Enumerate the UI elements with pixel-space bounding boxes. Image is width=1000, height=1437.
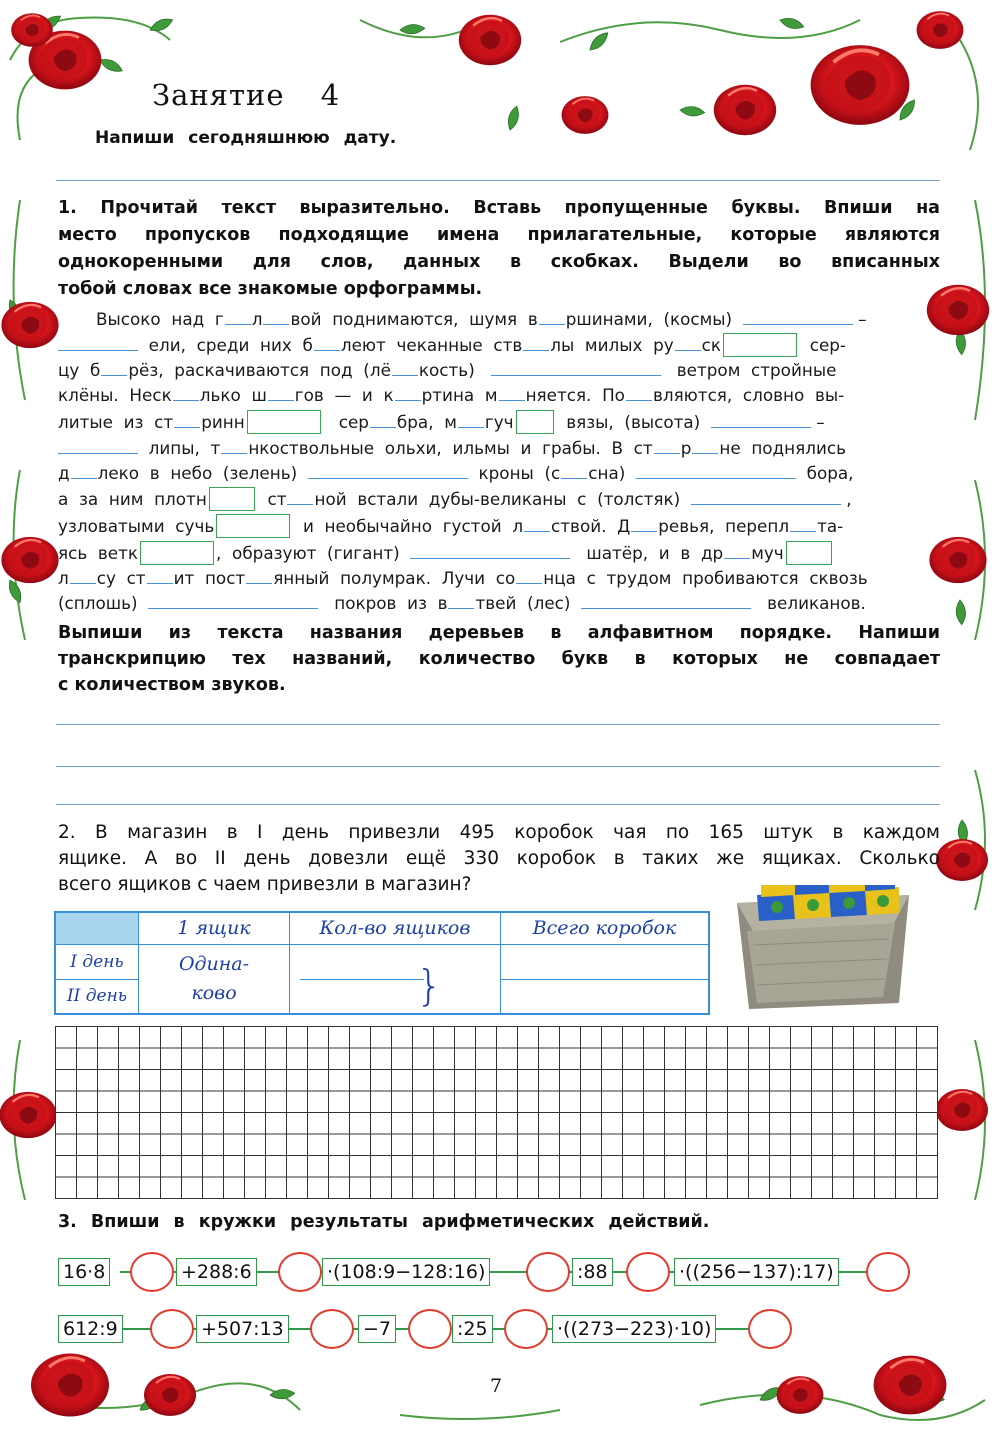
adjective-blank[interactable] (58, 435, 138, 454)
word: шатёр, (586, 543, 649, 563)
answer-circle[interactable] (130, 1252, 174, 1292)
word: лько (199, 385, 241, 405)
word: (сплошь) (58, 593, 138, 613)
word: покров (334, 593, 397, 613)
word: (с (544, 463, 561, 483)
word: словно (742, 385, 805, 405)
word: них (260, 335, 292, 355)
text-line-3 (58, 357, 938, 383)
adjective-blank[interactable] (711, 409, 811, 428)
calculation-grid[interactable] (55, 1026, 938, 1199)
adjective-blank[interactable] (743, 306, 853, 325)
letter-blank[interactable] (524, 515, 550, 532)
answer-line[interactable] (56, 766, 940, 767)
answer-circle[interactable] (408, 1309, 452, 1349)
text-line-8 (58, 486, 938, 512)
word: (космы) (663, 309, 733, 329)
letter-blank[interactable] (221, 437, 247, 454)
word: ветк (97, 543, 139, 563)
text-line-5 (58, 409, 938, 435)
letter-blank[interactable] (692, 437, 718, 454)
word: ясь (58, 543, 88, 563)
adjective-blank[interactable] (148, 590, 318, 609)
word: няется. (525, 385, 592, 405)
word: необычайно (324, 516, 433, 536)
text-line-2 (58, 332, 938, 358)
letter-blank[interactable] (724, 542, 750, 559)
word: сучь (175, 516, 215, 536)
word: ршинами, (565, 309, 653, 329)
word: и (658, 543, 670, 563)
word: гов (294, 385, 324, 405)
header-one-box: 1 ящик (177, 917, 251, 940)
word: литые (58, 412, 113, 432)
inner-row-line (300, 979, 424, 980)
word: Неск (129, 385, 172, 405)
answer-circle[interactable] (866, 1252, 910, 1292)
table-header-cell (139, 912, 290, 944)
word: и (361, 385, 373, 405)
expression-box: +288:6 (176, 1258, 257, 1286)
word: су (96, 568, 116, 588)
letter-blank[interactable] (70, 567, 96, 584)
word: Высоко (96, 309, 161, 329)
table-corner-cell (55, 912, 139, 944)
header-box-count: Кол-во ящиков (319, 917, 471, 940)
expression-box: :88 (572, 1258, 613, 1286)
word: ольхи, (384, 438, 442, 458)
expression-box: −7 (358, 1315, 396, 1343)
answer-circle[interactable] (278, 1252, 322, 1292)
letter-blank[interactable] (458, 411, 484, 428)
row-label-day2: II день (66, 986, 128, 1007)
word: в (680, 543, 691, 563)
word: – (816, 412, 825, 432)
word: с (577, 489, 587, 509)
header-total-boxes: Всего коробок (532, 917, 677, 940)
date-instruction: Напиши сегодняшнюю дату. (95, 128, 397, 148)
total-boxes-cell[interactable] (501, 944, 710, 1014)
expression-box: ·((273−223)·10) (552, 1315, 716, 1343)
page-number: 7 (490, 1375, 503, 1397)
word: к (383, 385, 394, 405)
letter-blank[interactable] (448, 592, 474, 609)
letter-blank[interactable] (147, 567, 173, 584)
word: та- (817, 516, 844, 536)
text-line-10 (58, 540, 938, 566)
ending-box[interactable] (786, 541, 832, 565)
word: ст (154, 412, 174, 432)
adjective-blank[interactable] (636, 460, 796, 479)
word: – (858, 309, 867, 329)
box-count-cell[interactable] (290, 944, 501, 1014)
text-line-12 (58, 590, 938, 616)
task2-text-line-3: всего ящиков с чаем привезли в магазин? (58, 874, 472, 895)
word: трудом (606, 568, 672, 588)
inner-row-line (501, 979, 708, 980)
word: за (78, 489, 99, 509)
word: (зелень) (222, 463, 298, 483)
word: милых (584, 335, 643, 355)
task1-instruction-line-3: однокоренными для слов, данных в скобках. Выдели во вписанных (58, 252, 940, 272)
word: (толстяк) (597, 489, 681, 509)
word: грабы. (542, 438, 601, 458)
row-label-day1: I день (70, 951, 124, 972)
letter-blank[interactable] (395, 384, 421, 401)
lesson-title: Занятие 4 (152, 78, 341, 112)
letter-blank[interactable] (516, 567, 542, 584)
word: г (214, 309, 224, 329)
word: По (602, 385, 625, 405)
letter-blank[interactable] (225, 308, 251, 325)
adjective-blank[interactable] (491, 357, 661, 376)
answer-circle[interactable] (626, 1252, 670, 1292)
task1-instruction-line-1: 1. Прочитай текст выразительно. Вставь пропущенные буквы. Впиши на (58, 198, 940, 218)
word: со (495, 568, 516, 588)
word: ним (108, 489, 144, 509)
letter-blank[interactable] (314, 334, 340, 351)
letter-blank[interactable] (790, 515, 816, 532)
word: сер (338, 412, 369, 432)
task1-instruction-line-4: тобой словах все знакомые орфограммы. (58, 279, 483, 299)
adjective-blank[interactable] (581, 590, 751, 609)
word: т (210, 438, 221, 458)
word: цу (58, 360, 80, 380)
letter-blank[interactable] (263, 308, 289, 325)
word: м (484, 385, 498, 405)
ending-box[interactable] (140, 541, 214, 565)
word: в (437, 593, 448, 613)
same-value-line2: ково (191, 981, 237, 1004)
word: липы, (148, 438, 200, 458)
word: ст (126, 568, 146, 588)
ending-box[interactable] (516, 410, 554, 434)
ending-box[interactable] (247, 410, 321, 434)
answer-line[interactable] (56, 724, 940, 725)
word: (гигант) (327, 543, 400, 563)
word: клёны. (58, 385, 119, 405)
task1-second-instruction-line-2: транскрипцию тех названий, количество букв в которых не совпадает (58, 649, 940, 669)
word: ш (251, 385, 267, 405)
ending-box[interactable] (216, 514, 290, 538)
word: ствой. (551, 516, 607, 536)
word: чеканные (396, 335, 483, 355)
brace-mark: } (416, 960, 443, 1010)
word: ртина (421, 385, 475, 405)
word: бра, (396, 412, 434, 432)
task2-text-line-1: 2. В магазин в I день привезли 495 коробок чая по 165 штук в каждом (58, 822, 940, 843)
word: лы (550, 335, 575, 355)
word: л (512, 516, 524, 536)
task1-second-instruction-line-1: Выпиши из текста названия деревьев в алфавитном порядке. Напиши (58, 623, 940, 643)
word: перепл (725, 516, 790, 536)
text-line-9 (58, 513, 938, 539)
word: гуч (484, 412, 514, 432)
word: с (586, 568, 596, 588)
answer-circle[interactable] (310, 1309, 354, 1349)
word: не (719, 438, 741, 458)
word: ветром (676, 360, 741, 380)
letter-blank[interactable] (675, 334, 701, 351)
word: густой (442, 516, 502, 536)
word: образуют (232, 543, 317, 563)
word: (высота) (624, 412, 701, 432)
expression-box: ·(108:9−128:16) (322, 1258, 490, 1286)
word: среди (196, 335, 250, 355)
table-header-cell (290, 912, 501, 944)
expression-box: :25 (452, 1315, 493, 1343)
text-line-1 (96, 306, 938, 332)
word: л (58, 568, 69, 588)
same-value-line1: Одина- (178, 952, 250, 975)
word: р (680, 438, 692, 458)
word: вязы, (566, 412, 614, 432)
text-line-4 (58, 382, 938, 408)
answer-circle[interactable] (526, 1252, 570, 1292)
word: в (149, 463, 160, 483)
word: раскачиваются (174, 360, 310, 380)
word: л (251, 309, 263, 329)
word: ру (653, 335, 674, 355)
word: поднимаются, (332, 309, 459, 329)
word: ит (173, 568, 195, 588)
expression-box: +507:13 (196, 1315, 289, 1343)
word: янный (273, 568, 330, 588)
word: в (527, 309, 538, 329)
expression-box: ·((256−137):17) (674, 1258, 839, 1286)
letter-blank[interactable] (71, 462, 97, 479)
word: над (171, 309, 205, 329)
answer-line[interactable] (56, 804, 940, 805)
text-line-6 (58, 435, 938, 461)
word: нкоствольные (248, 438, 375, 458)
word: кость) (418, 360, 475, 380)
task1-instruction-line-2: место пропусков подходящие имена прилагательные, которые являются (58, 225, 940, 245)
letter-blank[interactable] (523, 334, 549, 351)
word: великанов. (767, 593, 866, 613)
word: плотн (154, 489, 207, 509)
word: ревья, (658, 516, 715, 536)
letter-blank[interactable] (654, 437, 680, 454)
task1-second-instruction-line-3: с количеством звуков. (58, 675, 286, 695)
word: сер- (809, 335, 846, 355)
word: В (611, 438, 623, 458)
word: б (302, 335, 313, 355)
task2-table (54, 911, 710, 1015)
word: Д (617, 516, 631, 536)
text-line-11 (58, 565, 938, 591)
word: узловатыми (58, 516, 165, 536)
adjective-blank[interactable] (410, 540, 570, 559)
word: ели, (148, 335, 186, 355)
answer-circle[interactable] (748, 1309, 792, 1349)
letter-blank[interactable] (101, 359, 127, 376)
word: ной (314, 489, 347, 509)
task3-instruction: 3. Впиши в кружки результаты арифметических действий. (58, 1212, 710, 1232)
word: а (58, 489, 69, 509)
letter-blank[interactable] (287, 488, 313, 505)
word: ринн (201, 412, 245, 432)
adjective-blank[interactable] (308, 460, 468, 479)
adjective-blank[interactable] (58, 332, 138, 351)
row-label-cell (55, 979, 139, 1014)
task2-text-line-2: ящике. А во II день довезли ещё 330 коробок в таких же ящиках. Сколько (58, 848, 940, 869)
word: пробиваются (682, 568, 799, 588)
letter-blank[interactable] (539, 308, 565, 325)
letter-blank[interactable] (174, 411, 200, 428)
word: бора, (806, 463, 854, 483)
table-header-cell (501, 912, 710, 944)
word: леко (97, 463, 140, 483)
word: ск (701, 335, 722, 355)
word: поднялись (751, 438, 846, 458)
answer-circle[interactable] (504, 1309, 548, 1349)
one-box-cell[interactable] (139, 944, 290, 1014)
word: вы- (814, 385, 845, 405)
text-line-7 (58, 460, 938, 486)
word: и (520, 438, 532, 458)
word: д (58, 463, 70, 483)
word: муч (751, 543, 784, 563)
word: (лес) (527, 593, 571, 613)
word: нца (543, 568, 576, 588)
word: встали (357, 489, 419, 509)
letter-blank[interactable] (246, 567, 272, 584)
word: из (407, 593, 427, 613)
word: м (444, 412, 457, 432)
word: ильмы (452, 438, 510, 458)
word: вой (290, 309, 322, 329)
letter-blank[interactable] (631, 515, 657, 532)
word: небо (170, 463, 213, 483)
word: и (302, 516, 314, 536)
word: ст (633, 438, 653, 458)
word: сквозь (809, 568, 868, 588)
word: пост (204, 568, 246, 588)
word: леют (340, 335, 386, 355)
word: твей (475, 593, 517, 613)
word: — (334, 385, 352, 405)
letter-blank[interactable] (561, 462, 587, 479)
date-answer-line[interactable] (56, 180, 940, 181)
letter-blank[interactable] (392, 359, 418, 376)
word: сна) (588, 463, 626, 483)
word: , (846, 489, 852, 509)
word: кроны (478, 463, 534, 483)
word: (лё (363, 360, 391, 380)
word: дубы-великаны (428, 489, 567, 509)
adjective-blank[interactable] (691, 486, 841, 505)
word: ств (493, 335, 523, 355)
letter-blank[interactable] (173, 384, 199, 401)
ending-box[interactable] (723, 333, 797, 357)
word: Лучи (441, 568, 486, 588)
expression-box: 16·8 (58, 1258, 110, 1286)
word: рёз, (128, 360, 164, 380)
word: ст (267, 489, 287, 509)
letter-blank[interactable] (370, 411, 396, 428)
word: шумя (469, 309, 518, 329)
letter-blank[interactable] (499, 384, 525, 401)
letter-blank[interactable] (268, 384, 294, 401)
tea-box-photo (733, 885, 913, 1015)
word: из (123, 412, 144, 432)
expression-box: 612:9 (58, 1315, 123, 1343)
word: , (216, 543, 222, 563)
ending-box[interactable] (209, 487, 255, 511)
word: стройные (751, 360, 837, 380)
word: полумрак. (340, 568, 432, 588)
word: б (90, 360, 101, 380)
row-label-cell (55, 944, 139, 979)
word: под (319, 360, 353, 380)
word: вляются, (652, 385, 733, 405)
answer-circle[interactable] (150, 1309, 194, 1349)
word: др (700, 543, 724, 563)
letter-blank[interactable] (626, 384, 652, 401)
